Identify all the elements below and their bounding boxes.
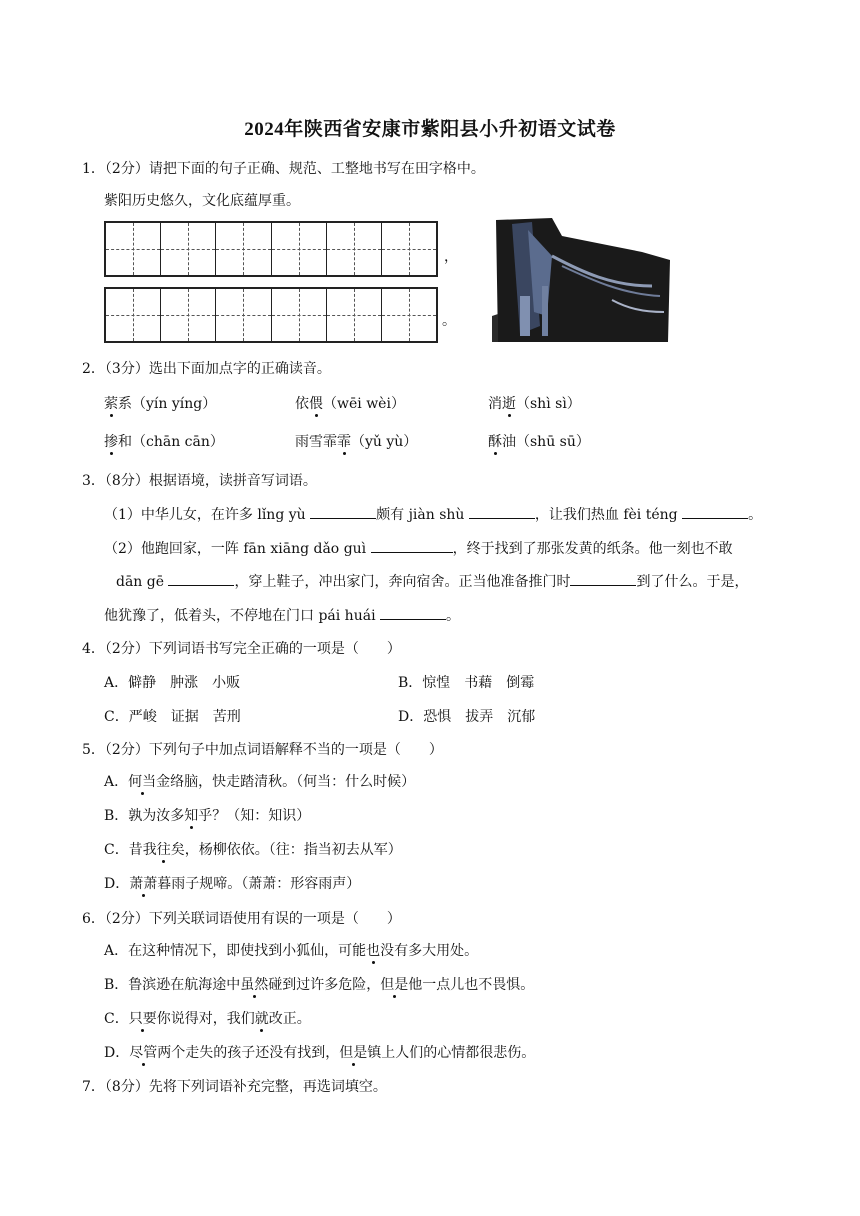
q3-line-3	[116, 571, 748, 591]
page-title: 2024年陕西省安康市紫阳县小升初语文试卷	[244, 119, 616, 140]
q6-option-c[interactable]	[104, 1008, 311, 1028]
option-text: C．昔我	[104, 842, 157, 858]
q1-stem	[82, 158, 485, 178]
q1-text: （2分）请把下面的句子正确、规范、工整地书写在田字格中。	[104, 161, 485, 177]
q2-stem	[82, 358, 331, 378]
q3-text: dān gē	[116, 574, 169, 590]
dotted-char: 霏	[337, 434, 351, 450]
q2-option-5	[295, 431, 417, 451]
option-text: 乎？（知：知识）	[198, 808, 311, 824]
option-text: 暮雨子规啼。（萧萧：形容雨声）	[157, 876, 361, 892]
answer-blank[interactable]	[469, 504, 535, 519]
dotted-char: 萦	[104, 396, 118, 412]
option-text: 镇上人们的心情都很悲伤。	[367, 1045, 536, 1061]
q3-text: 。	[446, 608, 460, 624]
q5-option-c[interactable]	[104, 839, 402, 859]
option-text: 油（shū sū）	[502, 434, 590, 450]
answer-blank[interactable]	[310, 504, 376, 519]
q7-stem	[82, 1076, 387, 1096]
q1-number: 1．	[82, 161, 105, 177]
dotted-word: 知	[184, 808, 199, 824]
dotted-word: 就	[254, 1011, 269, 1027]
q7-text: （8分）先将下列词语补充完整，再选词填空。	[104, 1079, 387, 1095]
q5-option-b[interactable]	[104, 805, 310, 825]
option-text: （yǔ yù）	[351, 434, 418, 450]
option-text: （wēi wèi）	[323, 396, 405, 412]
option-text: 雨雪霏	[295, 434, 337, 450]
q3-text: （1）中华儿女，在许多 lǐng yù	[104, 507, 311, 523]
option-text: 矣，杨柳依依。（往：指当初去从军）	[170, 842, 402, 858]
answer-blank[interactable]	[168, 571, 234, 586]
option-text: A．	[104, 774, 129, 790]
q3-text: ，让我们热血 fèi téng	[534, 507, 683, 523]
dotted-word: 只要	[128, 1011, 157, 1027]
q4-stem	[82, 638, 401, 658]
option-text: 金络脑，快走踏清秋。（何当：什么时候）	[156, 774, 416, 790]
answer-blank[interactable]	[380, 605, 446, 620]
option-text: 和（chān cān）	[118, 434, 224, 450]
q2-number: 2．	[82, 361, 105, 377]
option-text: 消	[488, 396, 502, 412]
q4-option-c[interactable]: C．严峻 证据 苦刑	[104, 709, 241, 725]
option-text: 没有多大用处。	[380, 943, 479, 959]
q5-option-a[interactable]	[104, 771, 415, 791]
q4-option-d[interactable]: D．恐惧 拔弄 沉郁	[398, 709, 536, 725]
grid-period: 。	[442, 313, 456, 329]
dotted-word: 何当	[128, 774, 157, 790]
dotted-char: 掺	[104, 434, 118, 450]
q2-option-4	[104, 431, 224, 451]
bridge-photo	[492, 216, 672, 344]
option-text: B．孰为汝多	[104, 808, 185, 824]
dotted-char: 酥	[488, 434, 502, 450]
q3-text: 他犹豫了，低着头，不停地在门口 pái huái	[104, 608, 380, 624]
q3-line-2	[104, 538, 733, 558]
q6-option-b[interactable]	[104, 974, 534, 994]
option-text: A．在这种情况下，即使找到小狐仙，可能	[104, 943, 367, 959]
writing-grid-row-2[interactable]	[104, 287, 438, 343]
q3-text: （8分）根据语境，读拼音写词语。	[104, 473, 317, 489]
q4-option-a[interactable]: A．僻静 肿涨 小贩	[104, 675, 241, 691]
q3-number: 3．	[82, 473, 105, 489]
option-text: D．	[104, 876, 130, 892]
q3-text: 到了什么。于是，	[636, 574, 749, 590]
answer-blank[interactable]	[682, 504, 748, 519]
q3-text: 。	[748, 507, 763, 523]
q6-option-a[interactable]	[104, 940, 478, 960]
q3-line-4	[104, 605, 460, 625]
answer-blank[interactable]	[570, 571, 636, 586]
dotted-char: 逝	[502, 396, 516, 412]
q2-option-6	[488, 431, 590, 451]
q3-line-1	[104, 504, 762, 524]
option-text: B．鲁滨逊在航海途中	[104, 977, 241, 993]
q4-text: （2分）下列词语书写完全正确的一项是（ ）	[104, 641, 401, 657]
dotted-word: 也	[366, 943, 381, 959]
dotted-word: 但是	[380, 977, 409, 993]
option-text: 依	[295, 396, 309, 412]
option-text: 两个走失的孩子还没有找到，	[157, 1045, 340, 1061]
dotted-word: 虽然	[240, 977, 269, 993]
q3-text: 颇有 jiàn shù	[376, 507, 469, 523]
option-text: D．	[104, 1045, 130, 1061]
answer-blank[interactable]	[371, 538, 453, 553]
q3-text: ，穿上鞋子，冲出家门，奔向宿舍。正当他准备推门时	[234, 574, 571, 590]
q6-stem	[82, 908, 401, 928]
q7-number: 7．	[82, 1079, 105, 1095]
dotted-word: 尽管	[129, 1045, 158, 1061]
q3-text: （2）他跑回家，一阵 fān xiāng dǎo guì	[104, 541, 371, 557]
q3-stem	[82, 470, 317, 490]
q5-stem	[82, 739, 443, 759]
dotted-word: 萧萧	[129, 876, 158, 892]
q5-number: 5．	[82, 742, 105, 758]
q2-text: （3分）选出下面加点字的正确读音。	[104, 361, 331, 377]
dotted-word: 往	[156, 842, 171, 858]
q1-sentence: 紫阳历史悠久，文化底蕴厚重。	[104, 193, 300, 209]
q6-text: （2分）下列关联词语使用有误的一项是（ ）	[104, 911, 401, 927]
grid-comma: ，	[444, 249, 458, 265]
option-text: 改正。	[268, 1011, 311, 1027]
q6-number: 6．	[82, 911, 105, 927]
q5-text: （2分）下列句子中加点词语解释不当的一项是（ ）	[104, 742, 443, 758]
option-text: 他一点儿也不畏惧。	[408, 977, 535, 993]
option-text: 系（yín yíng）	[118, 396, 217, 412]
dotted-word: 但是	[339, 1045, 368, 1061]
option-text: （shì sì）	[516, 396, 581, 412]
option-text: 碰到过许多危险，	[268, 977, 381, 993]
q2-option-3	[488, 393, 581, 413]
dotted-char: 偎	[309, 396, 323, 412]
q4-option-b[interactable]: B．惊惶 书藉 倒霉	[398, 675, 535, 691]
q2-option-2	[295, 393, 405, 413]
q6-option-d[interactable]	[104, 1042, 535, 1062]
q4-number: 4．	[82, 641, 105, 657]
option-text: C．	[104, 1011, 129, 1027]
writing-grid-row-1[interactable]	[104, 221, 438, 277]
q2-option-1	[104, 393, 216, 413]
q3-text: ，终于找到了那张发黄的纸条。他一刻也不敢	[452, 541, 733, 557]
q5-option-d[interactable]	[104, 873, 360, 893]
option-text: 你说得对，我们	[156, 1011, 255, 1027]
